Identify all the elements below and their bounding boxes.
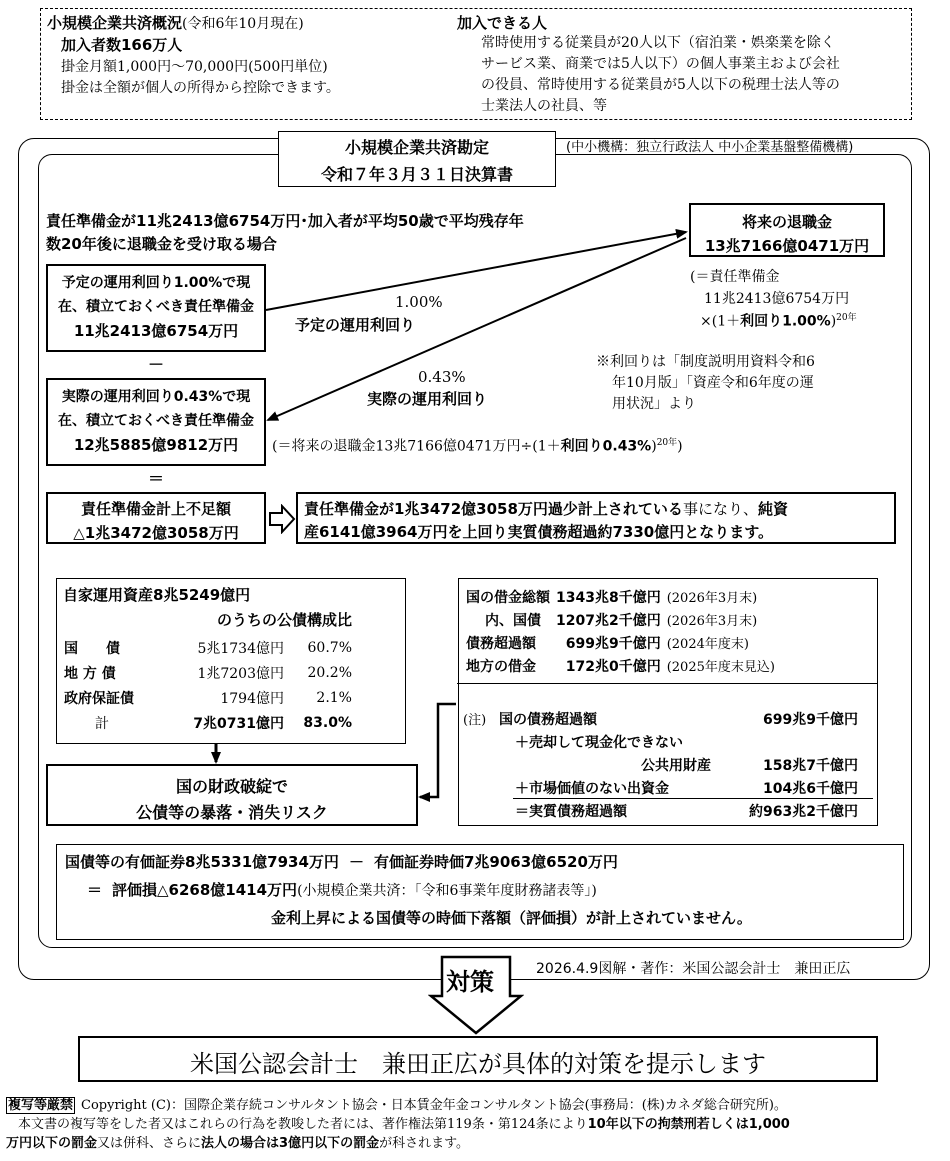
debt-table: [463, 585, 778, 677]
table-row-total: 計 7兆0731億円 83.0%: [95, 714, 352, 732]
expected-value: 11兆2413億6754万円: [73, 322, 239, 340]
debt-to-risk-connector: [420, 704, 456, 797]
overview-members: 加入者数166万人: [61, 36, 183, 54]
no-copy-badge: 複写等厳禁: [8, 1098, 74, 1113]
future-note-formula: ×(1＋利回り1.00%)$^{20年}$: [700, 313, 857, 330]
debt-divider: [457, 683, 877, 684]
sum-rule: [513, 798, 873, 799]
countermeasure-label: 対策: [446, 968, 494, 996]
assets-box: [56, 578, 406, 744]
future-label: 将来の退職金: [741, 213, 832, 231]
org-note: (中小機構：独立行政法人 中小企業基盤整備機構): [566, 140, 854, 155]
valuation-box: 国債等の有価証券8兆5331億7934万円 － 有価証券時価7兆9063億6520万円 ＝ 評価損△6268億1414万円(小規模企業共済：「令和6事業年度財務諸表等」) 金利上昇による国債等の時価下落額（評価損）が計上されていません。: [56, 844, 904, 940]
actual-note: (＝将来の退職金13兆7166億0471万円÷(1＋利回り0.43%)$^{20年}$): [272, 438, 683, 455]
table-row: 債務超過額 699兆9千億円 (2024年度末): [466, 635, 749, 652]
actual-reserve-box: 実際の運用利回り0.43%で現 在、積立ておくべき責任準備金 12兆5885億9812万円: [46, 378, 266, 466]
expected-rate-label: 予定の運用利回り: [295, 316, 416, 334]
scenario-line: 責任準備金が11兆2413億6754万円･加入者が平均50歳で平均残存年: [46, 212, 524, 230]
eligible-line: 常時使用する従業員が20人以下（宿泊業・娯楽業を除く: [481, 35, 835, 51]
bond-composition-table: [61, 635, 355, 735]
table-row: 地方の借金 172兆0千億円 (2025年度末見込): [466, 658, 775, 675]
future-note: (＝責任準備金: [690, 269, 780, 285]
source-note: ※利回りは「制度説明用資料令和6 年10月版」「資産令和6年度の運 用状況」より: [596, 354, 815, 412]
eligible-line: 士業法人の社員、等: [481, 98, 607, 114]
shortfall-box: 責任準備金計上不足額 △1兆3472億3058万円: [46, 492, 266, 544]
overview-monthly: 掛金月額1,000円～70,000円(500円単位): [61, 59, 328, 75]
shortfall-value: △1兆3472億3058万円: [73, 524, 239, 542]
eligible-line: サービス業、商業では5人以下）の個人事業主および会社: [481, 56, 840, 72]
conclusion-box: 責任準備金が1兆3472億3058万円過少計上されている事になり、純資 産6141億3964万円を上回り実質債務超過約7330億円となります。: [296, 492, 896, 544]
table-row: 政府保証債 1794億円 2.1%: [64, 689, 352, 707]
author-credit: 2026.4.9図解・著作：米国公認会計士 兼田正広: [536, 961, 851, 977]
table-row: 国の借金総額 1343兆8千億円 (2026年3月末): [466, 589, 758, 606]
eligible-line: の役員、常時使用する従業員が5人以下の税理士法人等の: [481, 77, 840, 93]
risk-box: 国の財政破綻で 公債等の暴落・消失リスク: [46, 764, 418, 826]
expected-to-future-arrow: [266, 232, 686, 310]
scenario-line: 数20年後に退職金を受け取る場合: [46, 235, 277, 253]
actual-value: 12兆5885億9812万円: [73, 436, 239, 454]
assets-subtitle: のうちの公債構成比: [217, 611, 353, 629]
note-mark: (注): [463, 713, 487, 728]
actual-rate: 0.43%: [418, 368, 466, 386]
expected-rate: 1.00%: [395, 293, 443, 311]
future-note: 11兆2413億6754万円: [704, 291, 850, 307]
valuation-warning: 金利上昇による国債等の時価下落額（評価損）が計上されていません。: [271, 909, 752, 927]
copyright-footer: 複写等厳禁 Copyright (C)：国際企業存続コンサルタント協会・日本賃金年金コンサルタント協会(事務局：(株)カネダ総合研究所)。 本文書の複写等をした者又はこれらの行為を教唆した者には、著作権法第119条・第124条により10年以下の拘禁刑若しくは1,000 万円以下の罰金又は併科、さらに法人の場合は3億円以下の罰金が科されます。: [6, 1098, 790, 1151]
table-row: 国 債 5兆1734億円 60.7%: [64, 639, 352, 657]
page-title: 小規模企業共済勘定: [344, 138, 489, 157]
overview-deduction: 掛金は全額が個人の所得から控除できます。: [61, 80, 340, 96]
equals-connector: ＝: [148, 469, 165, 488]
overview-heading: 小規模企業共済概況: [47, 14, 183, 32]
future-value: 13兆7166億0471万円: [704, 237, 870, 255]
page-subtitle: 令和７年３月３１日決算書: [320, 165, 513, 184]
national-debt-box: 国の借金総額 1343兆8千億円 (2026年3月末) 内、国債 1207兆2千億円 (2026年3月末) 債務超過額 699兆9千億円 (2024年度末) 地方の借金 172兆0千億円 (2025年度末見込) (注) 国の債務超過額 699兆9千億円 ＋売却して現金化できない 公共用財産 158兆7千億円 ＋市場価値のない出資金 104兆6千億円 ＝実質債務超過額 約963兆2千億円: [458, 578, 878, 826]
right-arrow-icon: [268, 504, 296, 534]
minus-connector: －: [148, 355, 165, 374]
actual-rate-label: 実際の運用利回り: [367, 390, 488, 408]
overview-date: (令和6年10月現在): [182, 16, 304, 32]
eligible-heading: 加入できる人: [457, 14, 548, 32]
assets-title: 自家運用資産8兆5249億円: [63, 586, 251, 604]
expected-reserve-box: 予定の運用利回り1.00%で現 在、積立ておくべき責任準備金 11兆2413億6754万円: [46, 264, 266, 352]
countermeasure-banner: 米国公認会計士 兼田正広が具体的対策を提示します: [78, 1036, 878, 1082]
table-row: 地 方 債 1兆7203億円 20.2%: [64, 664, 352, 682]
table-row: 内、国債 1207兆2千億円 (2026年3月末): [485, 612, 758, 629]
